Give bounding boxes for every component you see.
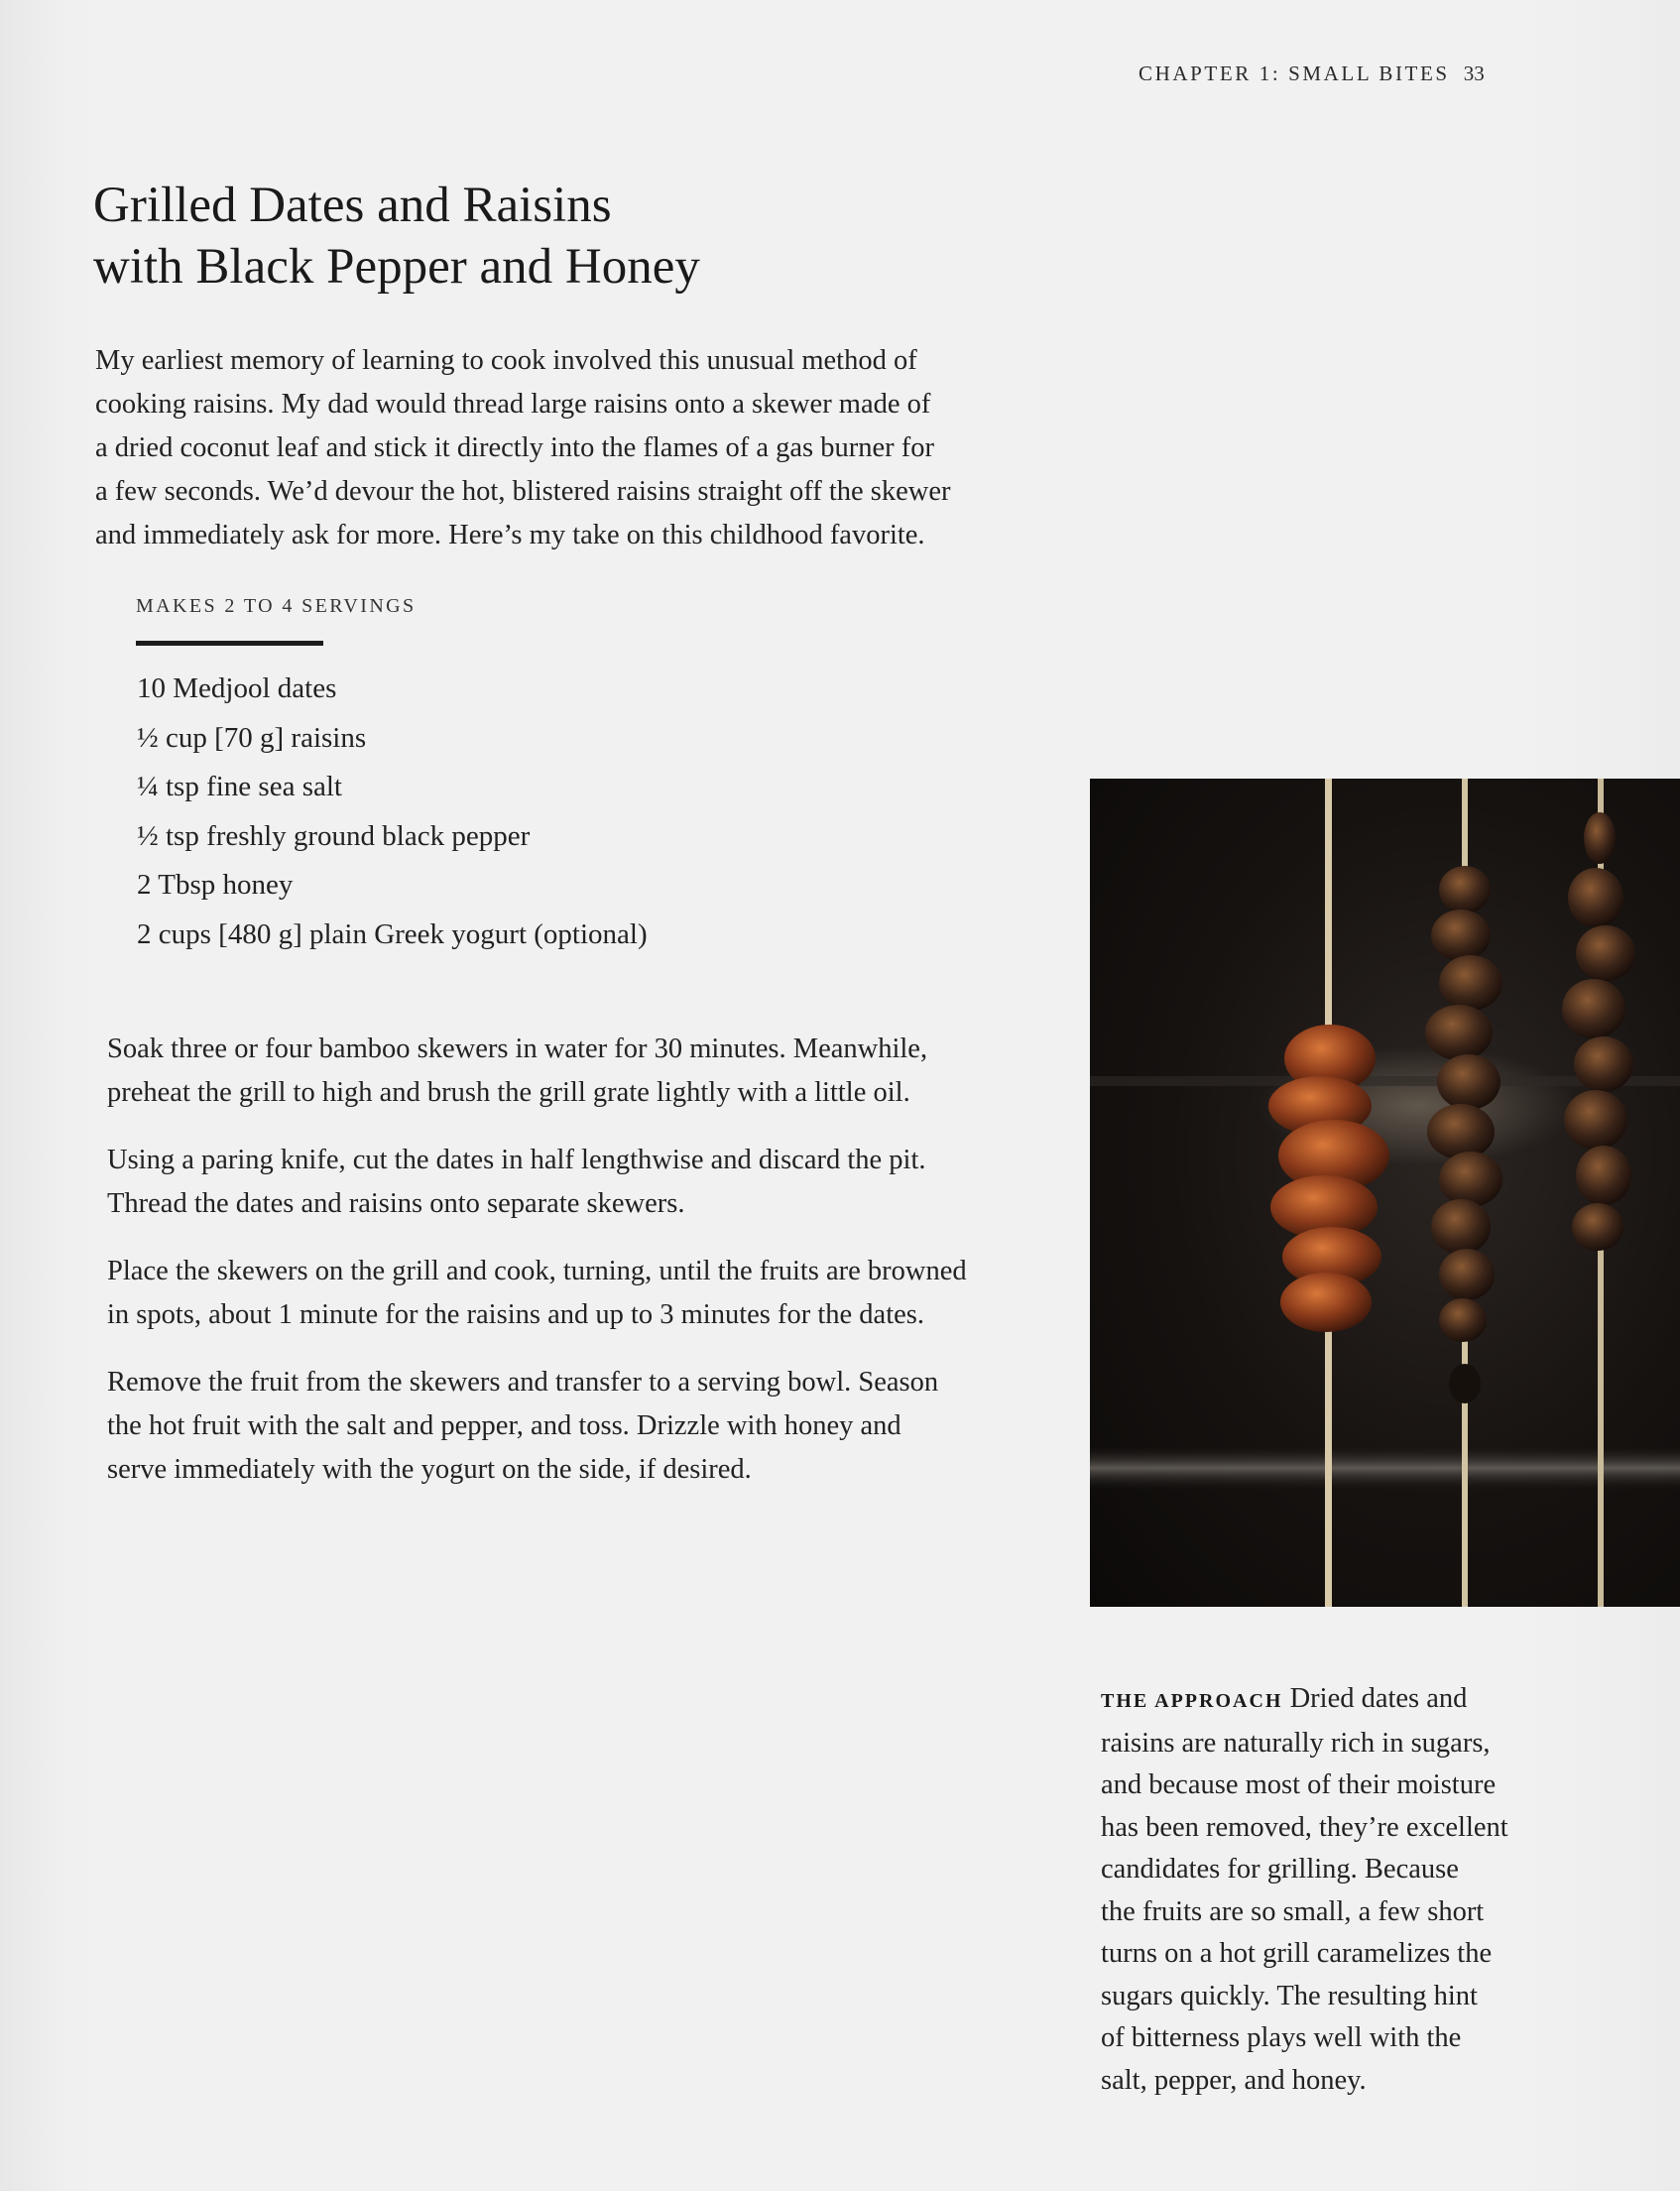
grill-grate — [1090, 1443, 1680, 1493]
method-step — [107, 1139, 1059, 1226]
ingredient-item: ¼ tsp fine sea salt — [137, 771, 342, 802]
approach-line: of bitterness plays well with the — [1101, 2022, 1462, 2053]
intro-line: cooking raisins. My dad would thread large raisins onto a skewer made of — [95, 389, 931, 420]
yield-divider — [136, 641, 323, 646]
ingredient-item: ½ tsp freshly ground black pepper — [137, 819, 531, 852]
page-gutter-shadow — [0, 0, 95, 2191]
method-line: Place the skewers on the grill and cook, turning, until the fruits are browned — [107, 1256, 967, 1286]
intro-line: a few seconds. We’d devour the hot, blistered raisins straight off the skewer — [95, 476, 951, 507]
approach-line: turns on a hot grill caramelizes the — [1101, 1938, 1493, 1969]
method-step — [107, 1028, 1059, 1115]
method-step — [107, 1361, 1059, 1492]
ingredient-item: 2 cups [480 g] plain Greek yogurt (optional) — [137, 917, 648, 950]
intro-line: My earliest memory of learning to cook involved this unusual method of — [95, 345, 917, 376]
approach-line — [1101, 1678, 1567, 1723]
title-line: Grilled Dates and Raisins — [93, 178, 612, 233]
intro-line: a dried coconut leaf and stick it directly into the flames of a gas burner for — [95, 432, 934, 463]
approach-line: raisins are naturally rich in sugars, — [1101, 1727, 1491, 1759]
method-steps — [107, 1028, 1059, 1516]
running-head — [1139, 61, 1485, 86]
method-line: in spots, about 1 minute for the raisins and up to 3 minutes for the dates. — [107, 1299, 924, 1330]
ingredient-item: 2 Tbsp honey — [137, 869, 294, 901]
method-line: Remove the fruit from the skewers and transfer to a serving bowl. Season — [107, 1367, 939, 1398]
chapter-title: CHAPTER 1: SMALL BITES — [1139, 61, 1450, 85]
method-line: serve immediately with the yogurt on the side, if desired. — [107, 1454, 752, 1485]
approach-line: salt, pepper, and honey. — [1101, 2064, 1367, 2096]
ingredient-item: ½ cup [70 g] raisins — [137, 721, 367, 754]
approach-line: and because most of their moisture — [1101, 1769, 1497, 1800]
approach-label: THE APPROACH — [1101, 1690, 1283, 1712]
method-line: Thread the dates and raisins onto separate skewers. — [107, 1188, 685, 1219]
method-step — [107, 1250, 1059, 1337]
method-line: the hot fruit with the salt and pepper, and toss. Drizzle with honey and — [107, 1410, 901, 1441]
title-line: with Black Pepper and Honey — [93, 239, 700, 295]
page-number: 33 — [1463, 61, 1485, 85]
approach-line: sugars quickly. The resulting hint — [1101, 1980, 1478, 2011]
skewers-photo — [1090, 779, 1680, 1607]
yield-label: MAKES 2 TO 4 SERVINGS — [136, 595, 417, 617]
recipe-title — [93, 175, 986, 298]
method-line: preheat the grill to high and brush the grill grate lightly with a little oil. — [107, 1077, 910, 1108]
dates-skewer — [1268, 1025, 1389, 1332]
intro-line: and immediately ask for more. Here’s my take on this childhood favorite. — [95, 520, 925, 550]
approach-line: has been removed, they’re excellent — [1101, 1811, 1508, 1843]
ingredient-item: 10 Medjool dates — [137, 672, 337, 704]
method-line: Soak three or four bamboo skewers in water for 30 minutes. Meanwhile, — [107, 1034, 928, 1064]
approach-line: the fruits are so small, a few short — [1101, 1895, 1485, 1927]
ingredient-list — [137, 665, 648, 959]
skewers-illustration — [1090, 779, 1680, 1607]
approach-text: Dried dates and — [1289, 1683, 1468, 1714]
recipe-intro — [95, 339, 1047, 557]
approach-line: candidates for grilling. Because — [1101, 1854, 1459, 1885]
raisins-skewer — [1425, 866, 1502, 1403]
raisins-skewer — [1562, 812, 1635, 1251]
method-line: Using a paring knife, cut the dates in half lengthwise and discard the pit. — [107, 1145, 926, 1175]
approach-sidebar — [1101, 1678, 1567, 2102]
